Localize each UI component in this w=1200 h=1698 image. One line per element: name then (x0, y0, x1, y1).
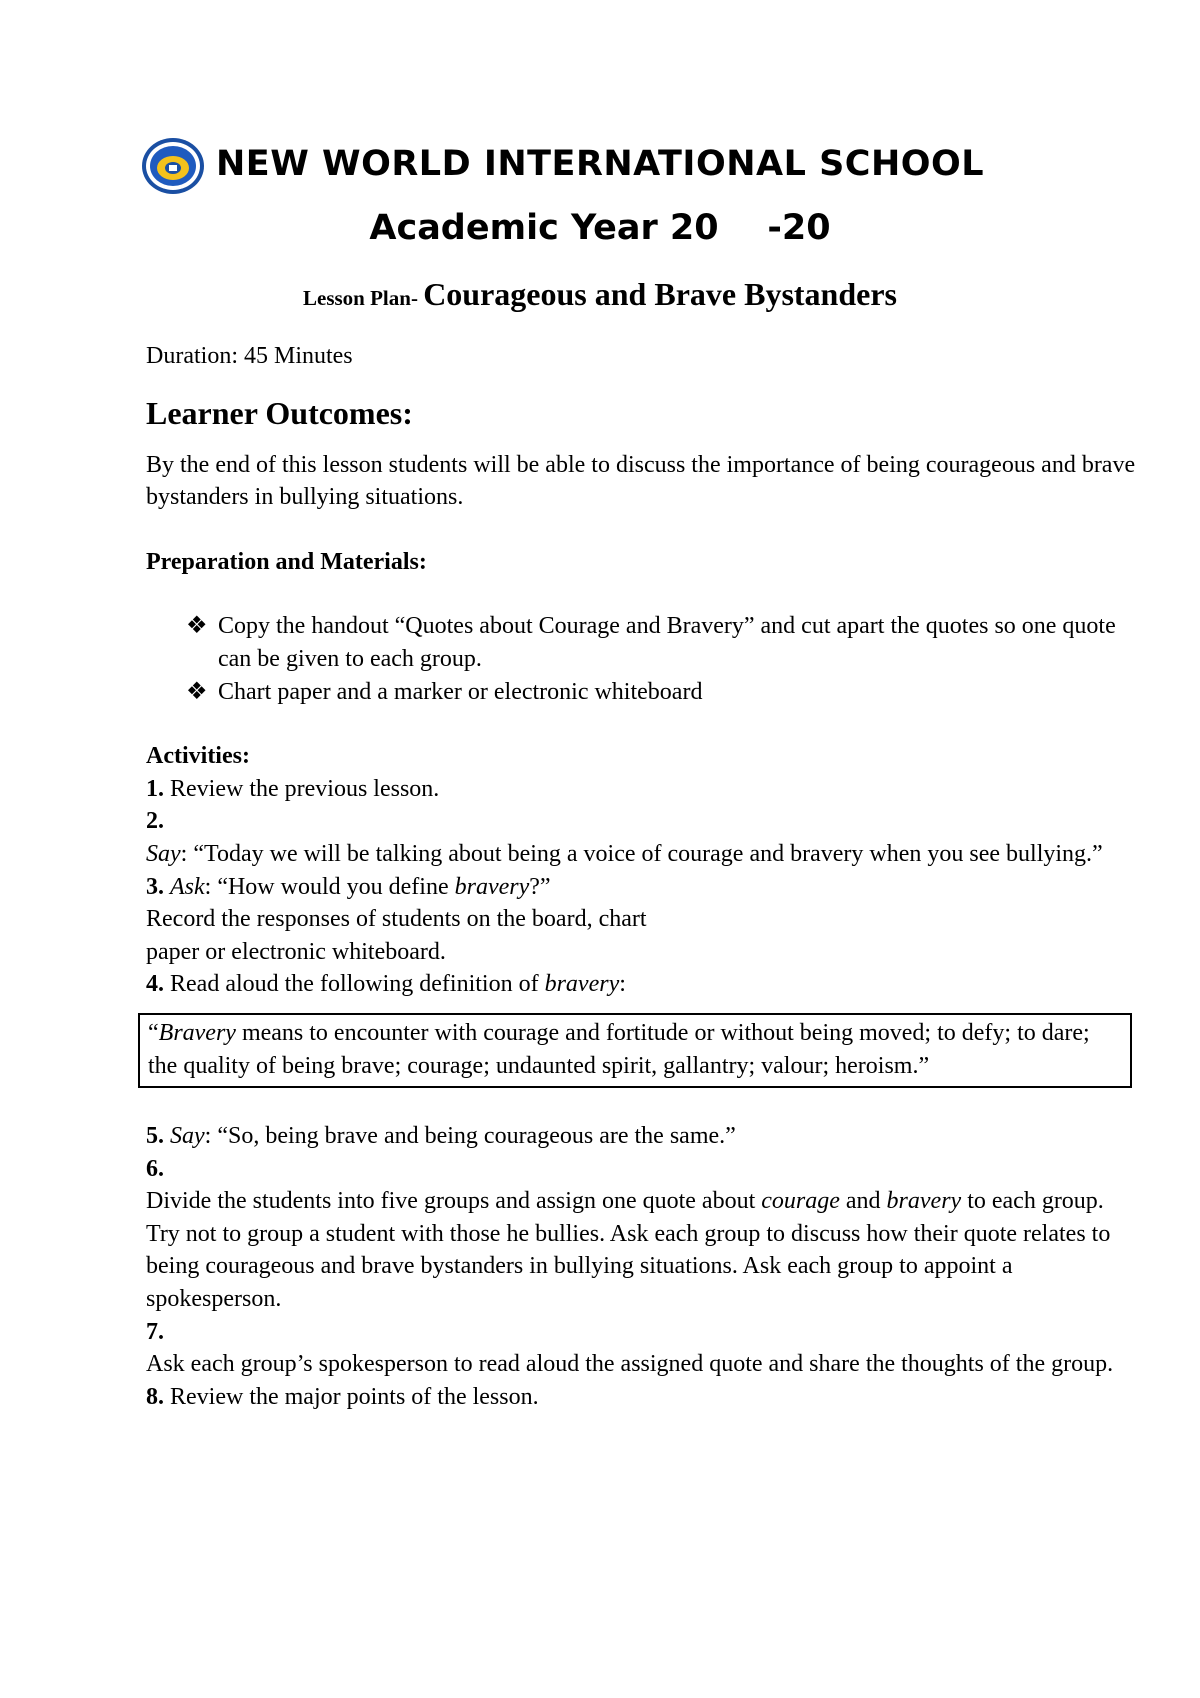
keyword: courage (761, 1188, 840, 1215)
keyword: bravery (454, 873, 530, 900)
say-label: Say (170, 1123, 205, 1150)
diamond-bullet-icon: ❖ (186, 678, 208, 705)
definition-text: means to encounter with courage and fortitude or without being moved; to defy; to dare; the quality of being brave; courage; undaunted spirit, gallantry; valour; heroism.” (148, 1019, 1090, 1079)
outcomes-text: By the end of this lesson students will be able to discuss the importance of being courageous and brave bystanders in bullying situations. (146, 451, 1136, 511)
definition-box (138, 1013, 1132, 1088)
activity-3-extra: Record the responses of students on the board, chart paper or electronic whiteboard. (146, 906, 647, 965)
materials-list (146, 610, 1136, 708)
activity-6 (146, 1185, 1136, 1315)
keyword: bravery (886, 1188, 962, 1215)
ask-label: Ask (170, 873, 205, 900)
definition-term: Bravery (158, 1019, 236, 1046)
activity-2 (146, 838, 1136, 871)
step-number: 1. (146, 775, 164, 802)
lesson-body (146, 340, 1136, 1413)
step-number: 3. (146, 873, 164, 900)
list-item (146, 610, 1136, 675)
activity-5 (146, 1120, 1136, 1153)
step-text: Review the previous lesson. (170, 775, 440, 802)
activity-7-number: 7. (146, 1318, 164, 1345)
school-logo-icon (140, 136, 206, 196)
material-item-text: Chart paper and a marker or electronic whiteboard (218, 678, 703, 705)
lesson-plan-title (0, 276, 1200, 313)
step-number: 4. (146, 971, 164, 998)
activities-heading: Activities: (146, 743, 250, 770)
step-text-end: ?” (529, 873, 551, 900)
activity-8 (146, 1381, 1136, 1414)
duration: Duration: 45 Minutes (146, 343, 353, 369)
list-item (146, 676, 1136, 709)
academic-year: Academic Year 20 -20 (369, 208, 831, 248)
step-text: to each group. Try not to group a student with those he bullies. Ask each group to discuss how their quote relates to being courageous and brave bystanders in bullying situations. Ask each group to appoint a spokesperson. (146, 1188, 1111, 1313)
activity-3 (146, 871, 1136, 904)
step-text: Read aloud the following definition of (170, 971, 545, 998)
step-text-end: : (619, 971, 626, 998)
say-label: Say (146, 840, 181, 867)
activity-4 (146, 968, 1136, 1001)
step-number: 8. (146, 1383, 164, 1410)
step-text: : “Today we will be talking about being a voice of courage and bravery when you see bullying.” (180, 840, 1103, 867)
step-text: Review the major points of the lesson. (170, 1383, 539, 1410)
step-text: : “So, being brave and being courageous are the same.” (204, 1123, 736, 1150)
lesson-plan-prefix: Lesson Plan- (303, 286, 424, 310)
outcomes-heading: Learner Outcomes: (146, 394, 413, 431)
lesson-title: Courageous and Brave Bystanders (423, 276, 897, 312)
step-text: and (839, 1188, 887, 1215)
activity-7: Ask each group’s spokesperson to read aloud the assigned quote and share the thoughts of the group. (146, 1351, 1114, 1378)
keyword: bravery (544, 971, 620, 998)
diamond-bullet-icon: ❖ (186, 613, 208, 640)
activity-6-number: 6. (146, 1155, 164, 1182)
step-number: 5. (146, 1123, 164, 1150)
material-item-text: Copy the handout “Quotes about Courage and Bravery” and cut apart the quotes so one quote can be given to each group. (218, 613, 1116, 672)
step-text: Divide the students into five groups and assign one quote about (146, 1188, 762, 1215)
quote-open: “ (148, 1019, 159, 1046)
step-text: : “How would you define (204, 873, 455, 900)
activity-1 (146, 773, 1136, 806)
activity-2-number: 2. (146, 808, 164, 835)
materials-heading: Preparation and Materials: (146, 548, 427, 575)
school-name: NEW WORLD INTERNATIONAL SCHOOL (216, 144, 985, 184)
